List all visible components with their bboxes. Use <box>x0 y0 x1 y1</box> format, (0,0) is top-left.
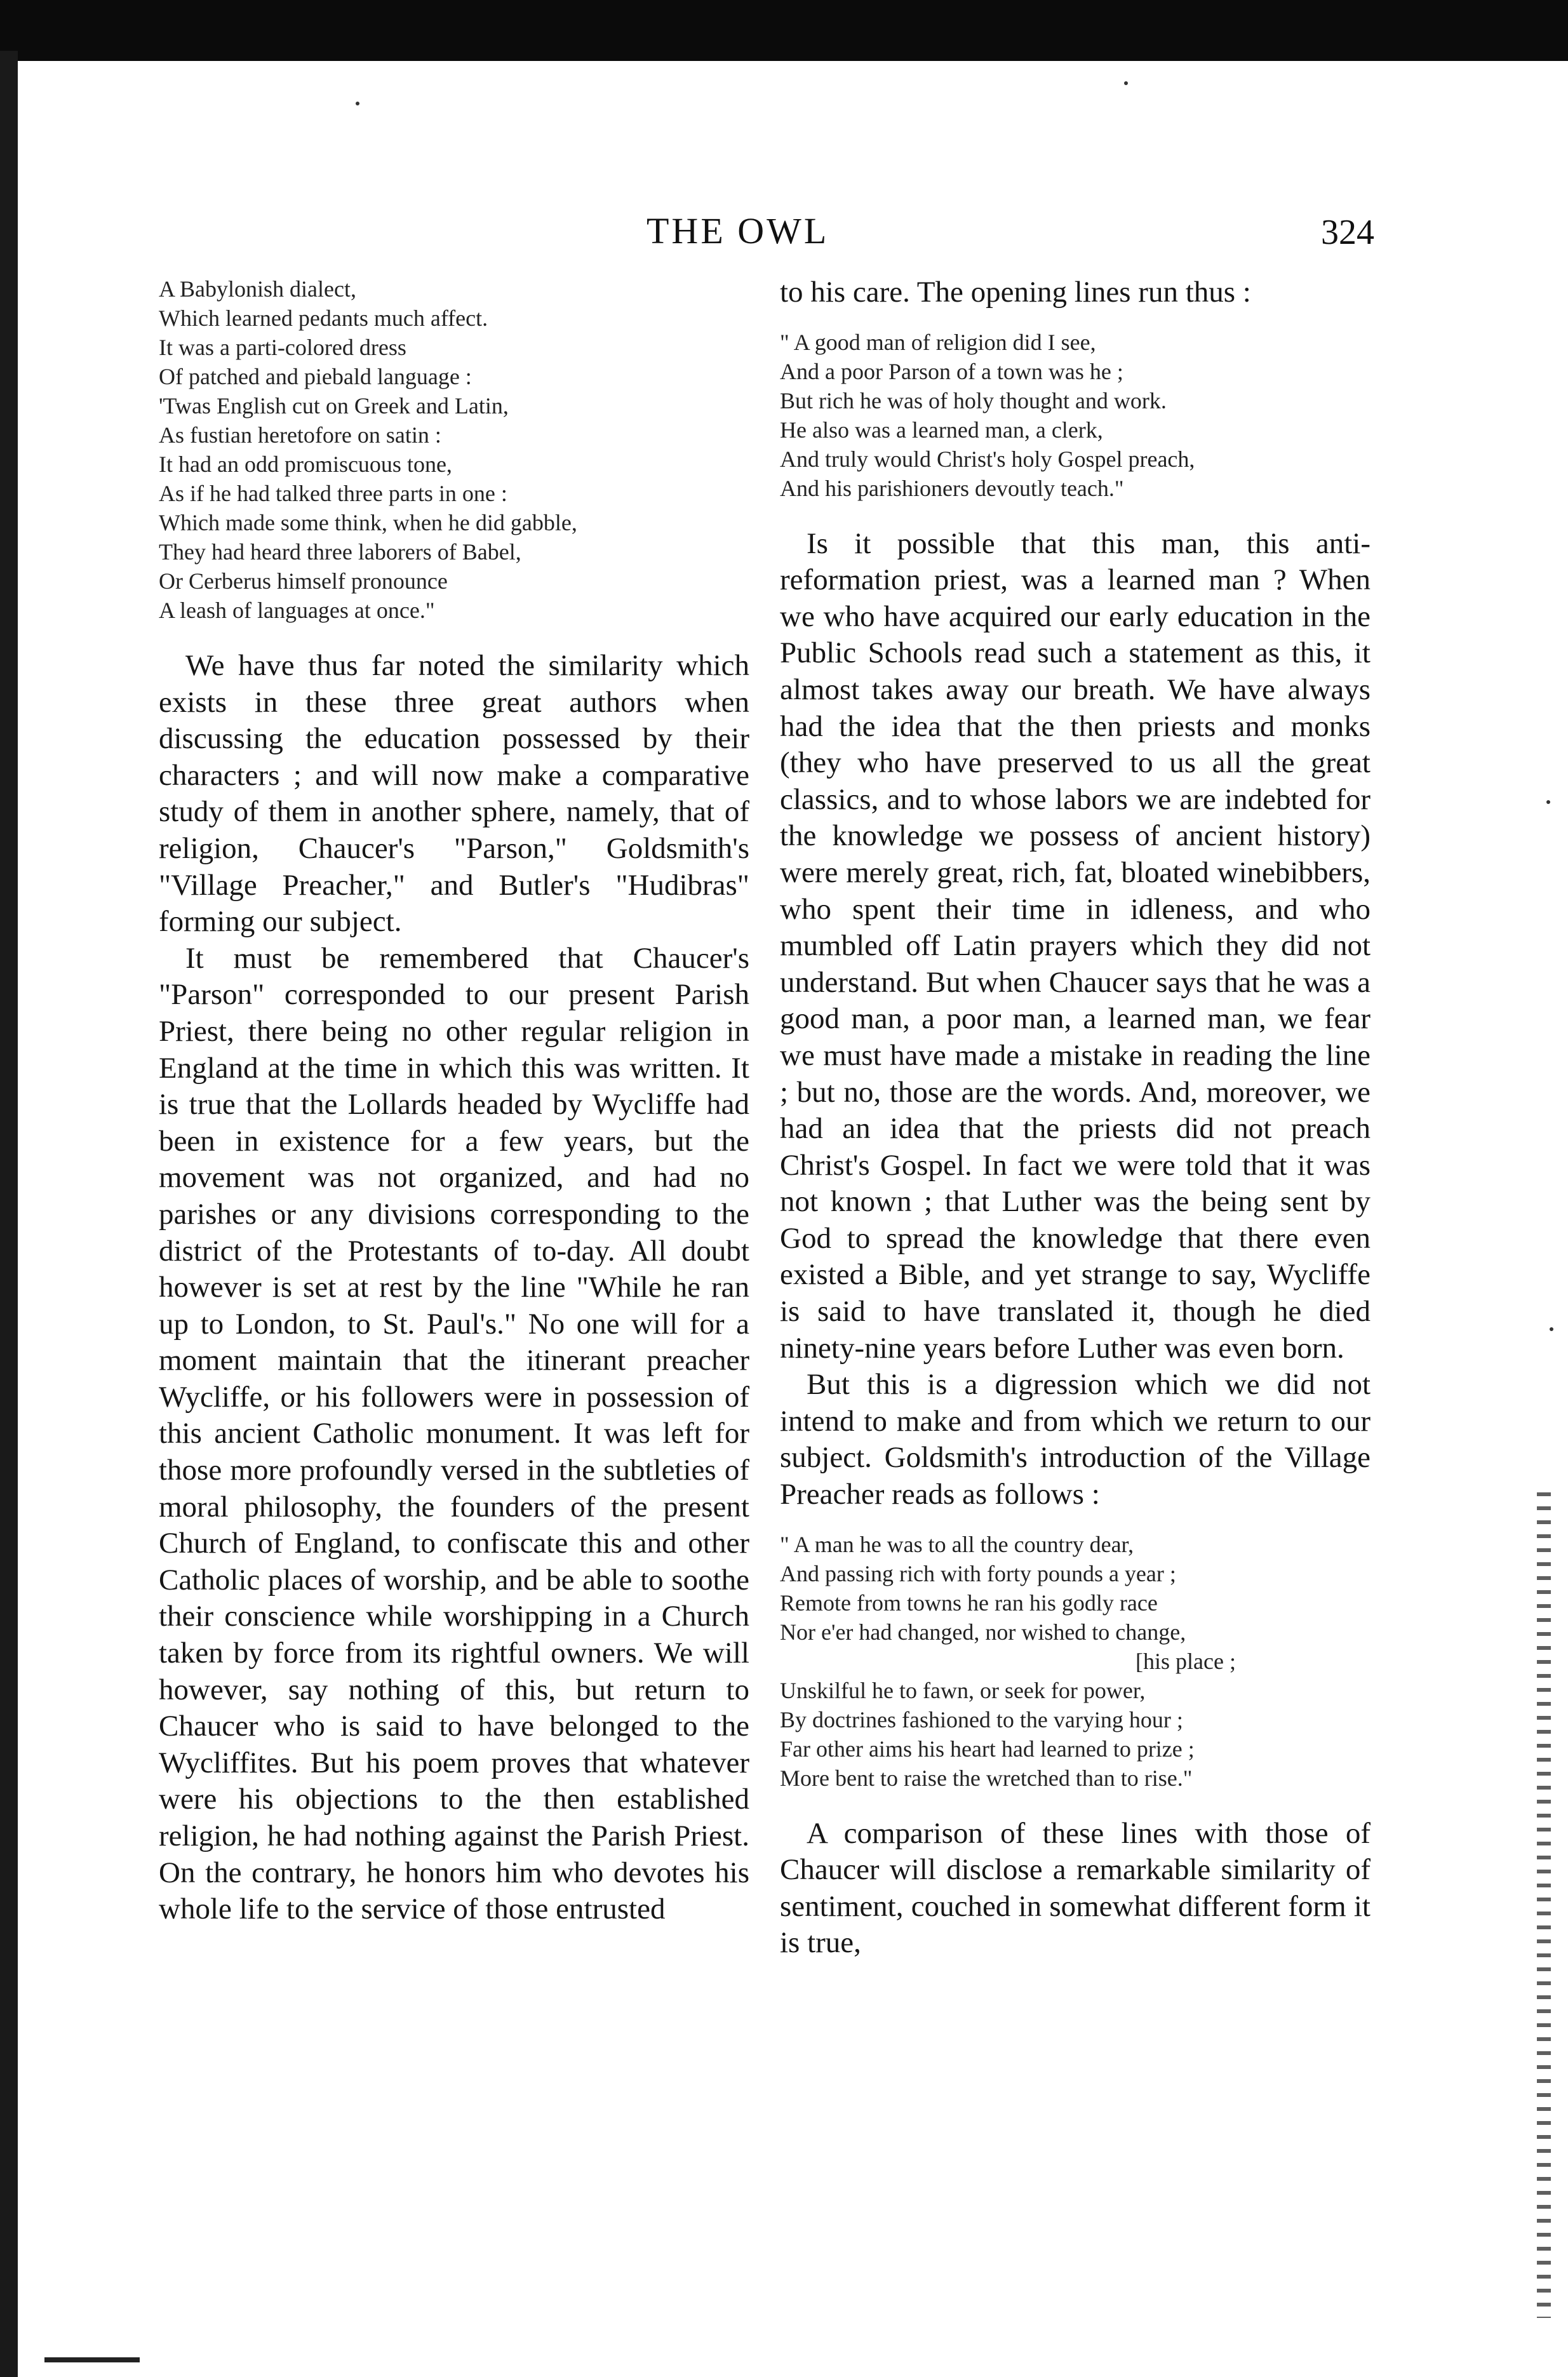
verse-line: " A good man of religion did I see, <box>780 329 1096 355</box>
verse-line: " A man he was to all the country dear, <box>780 1531 1134 1557</box>
verse-line: And passing rich with forty pounds a year ; <box>780 1560 1176 1586</box>
verse-line: Or Cerberus himself pronounce <box>159 568 448 594</box>
scan-edge-artifact <box>1537 1492 1551 2318</box>
verse-line: They had heard three laborers of Babel, <box>159 539 521 565</box>
body-paragraph: A comparison of these lines with those of Chaucer will disclose a remarkable similarity of sentiment, couched in somewhat different form it is true, <box>780 1816 1370 1960</box>
verse-line: More bent to raise the wretched than to rise." <box>780 1765 1193 1791</box>
hudibras-verse <box>159 274 749 625</box>
verse-line: A Babylonish dialect, <box>159 276 356 302</box>
verse-line: And a poor Parson of a town was he ; <box>780 358 1123 384</box>
page-number: 324 <box>1321 213 1374 252</box>
body-paragraph: to his care. The opening lines run thus : <box>780 276 1251 309</box>
right-column <box>780 274 1370 1962</box>
scan-top-border <box>0 0 1568 61</box>
body-paragraph: But this is a digression which we did not intend to make and from which we return to our subject. Goldsmith's introduction of the Village Preacher reads as follows : <box>780 1368 1370 1511</box>
scan-bottom-mark <box>44 2357 140 2362</box>
verse-line: Which made some think, when he did gabble, <box>159 510 577 535</box>
verse-line: As if he had talked three parts in one : <box>159 481 507 506</box>
chaucer-verse <box>780 328 1370 503</box>
verse-line: Unskilful he to fawn, or seek for power, <box>780 1677 1146 1703</box>
scan-left-border <box>0 51 18 2377</box>
verse-line: Far other aims his heart had learned to prize ; <box>780 1736 1195 1762</box>
verse-line: Which learned pedants much affect. <box>159 305 488 331</box>
scan-speck <box>1546 800 1550 804</box>
verse-line: Remote from towns he ran his godly race <box>780 1590 1158 1616</box>
verse-line-continuation: [his place ; <box>1136 1648 1236 1674</box>
verse-line: Nor e'er had changed, nor wished to change, <box>780 1619 1186 1645</box>
verse-line: He also was a learned man, a clerk, <box>780 417 1103 443</box>
verse-line: Of patched and piebald language : <box>159 364 472 389</box>
verse-line: By doctrines fashioned to the varying hour ; <box>780 1706 1183 1732</box>
verse-line: But rich he was of holy thought and work. <box>780 387 1167 413</box>
left-column <box>159 274 749 1928</box>
body-paragraph: We have thus far noted the similarity which exists in these three great authors when discussing the education possessed by their characters ; and will now make a comparative study of them in another sphere, namely, that of religion, Chaucer's "Parson," Goldsmith's "Village Preacher," and Butler's "Hudibras" forming our subject. <box>159 649 749 939</box>
body-paragraph: Is it possible that this man, this anti-reformation priest, was a learned man ? When we who have acquired our early education in the Public Schools read such a statement as this, it almost takes away our breath. We have always had the idea that the then priests and monks (they who have preserved to us all the great classics, and to whose labors we are indebted for the knowledge we possess of ancient history) were merely great, rich, fat, bloated winebibbers, who spent their time in idleness, and who mumbled off Latin prayers which they did not understand. But when Chaucer says that he was a good man, a poor man, a learned man, we fear we must have made a mistake in reading the line ; but no, those are the words. And, moreover, we had an idea that the priests did not preach Christ's Gospel. In fact we were told that it was not known ; that Luther was the being sent by God to spread the knowledge that there even existed a Bible, and yet strange to say, Wycliffe is said to have translated it, though he died ninety-nine years before Luther was even born. <box>780 526 1370 1365</box>
verse-line: And his parishioners devoutly teach." <box>780 475 1124 501</box>
body-paragraph: It must be remembered that Chaucer's "Parson" corresponded to our present Parish Priest, there being no other regular religion in England at the time in which this was written. It is true that the Lollards headed by Wycliffe had been in existence for a few years, but the movement was not organized, and had no parishes or any divisions corresponding to the district of the Protestants of to-day. All doubt however is set at rest by the line "While he ran up to London, to St. Paul's." No one will for a moment maintain that the itinerant preacher Wycliffe, or his followers were in possession of this ancient Catholic monument. It was left for those more profoundly versed in the subtleties of moral philosophy, the founders of the present Church of England, to confiscate this and other Catholic places of worship, and be able to soothe their conscience while worshipping in a Church taken by force from its rightful owners. We will however, say nothing of this, but return to Chaucer who is said to have belonged to the Wycliffites. But his poem proves that whatever were his objections to the then established religion, he had nothing against the Parish Priest. On the contrary, he honors him who devotes his whole life to the service of those entrusted <box>159 941 749 1926</box>
scan-speck <box>1124 81 1128 85</box>
scan-speck <box>356 102 359 105</box>
scan-speck <box>1550 1327 1553 1331</box>
verse-line: As fustian heretofore on satin : <box>159 422 441 448</box>
verse-line: And truly would Christ's holy Gospel preach, <box>780 446 1195 472</box>
verse-line: It had an odd promiscuous tone, <box>159 452 452 477</box>
verse-line: A leash of languages at once." <box>159 598 435 623</box>
verse-line: It was a parti-colored dress <box>159 335 406 360</box>
verse-line: 'Twas English cut on Greek and Latin, <box>159 393 509 418</box>
running-head-title: THE OWL <box>647 210 829 251</box>
goldsmith-verse <box>780 1530 1370 1793</box>
